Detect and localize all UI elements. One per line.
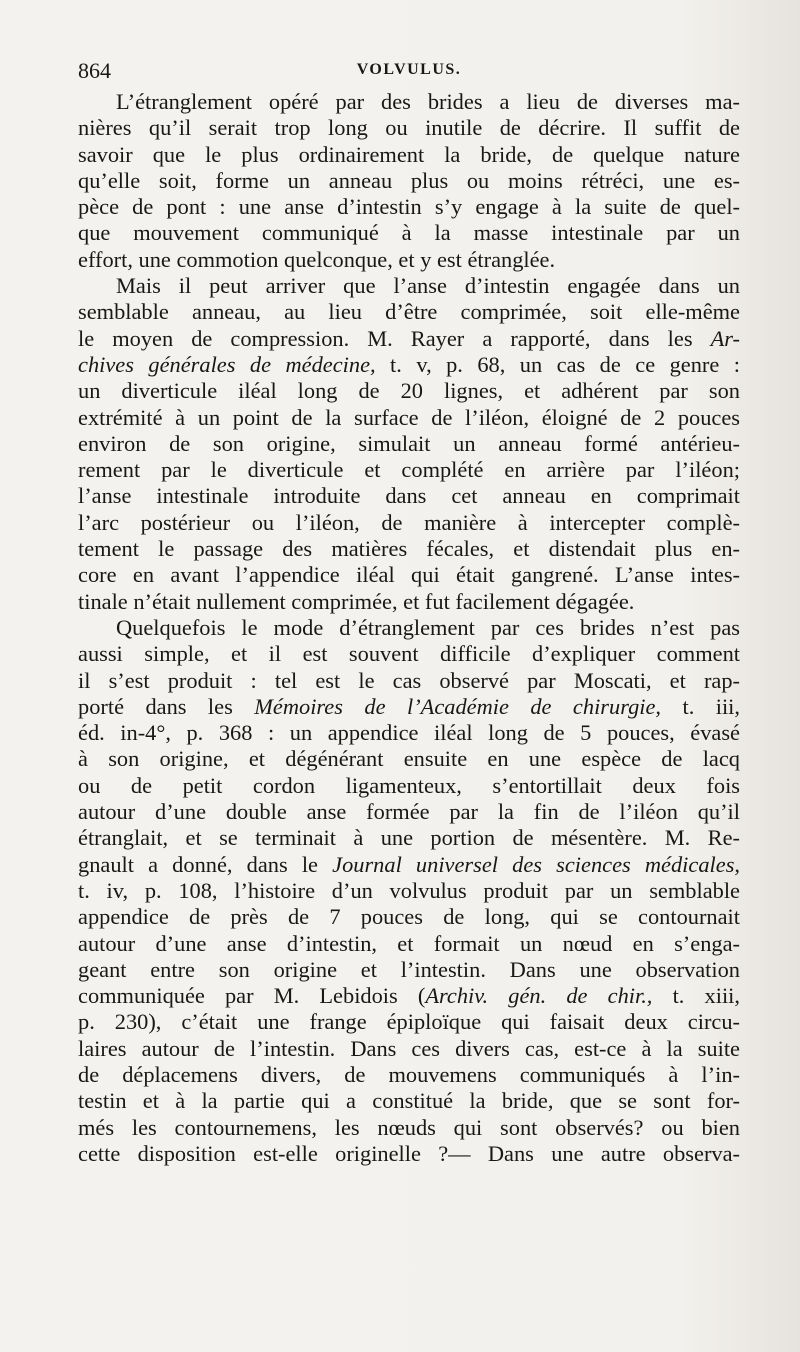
- text-line: laires autour de l’intestin. Dans ces divers cas, est-ce à la suite: [78, 1035, 740, 1061]
- text-line: més les contournemens, les nœuds qui sont observés? ou bien: [78, 1114, 740, 1140]
- text-line: autour d’une anse d’intestin, et formait un nœud en s’enga-: [78, 930, 740, 956]
- text-line: [78, 326, 740, 352]
- text-line: tement le passage des matières fécales, et distendait plus en-: [78, 536, 740, 562]
- text-line: rement par le diverticule et complété en arrière par l’iléon;: [78, 457, 740, 483]
- page-header: [78, 58, 740, 88]
- running-title: VOLVULUS.: [356, 61, 462, 78]
- text-line: semblable anneau, au lieu d’être comprimée, soit elle-même: [78, 299, 740, 325]
- text-line: extrémité à un point de la surface de l’iléon, éloigné de 2 pouces: [78, 404, 740, 430]
- text-line: p. 230), c’était une frange épiploïque qui faisait deux circu-: [78, 1009, 740, 1035]
- italic-citation: Archiv. gén. de chir.,: [425, 983, 653, 1009]
- italic-citation: Journal universel des sciences médicales,: [332, 851, 741, 877]
- text-line: [78, 694, 740, 720]
- text-line: L’étranglement opéré par des brides a lieu de diverses ma-: [116, 89, 740, 114]
- text-line: cette disposition est-elle originelle ?— Dans une autre observa-: [78, 1140, 740, 1166]
- text-run: le moyen de compression. M. Rayer a rapporté, dans les: [78, 325, 711, 351]
- text-line: ou de petit cordon ligamenteux, s’entortillait deux fois: [78, 772, 740, 798]
- text-run: t. v, p. 68, un cas de ce genre :: [375, 351, 740, 377]
- text-line: étranglait, et se terminait à une portion de mésentère. M. Re-: [78, 825, 740, 851]
- text-line: nières qu’il serait trop long ou inutile de décrire. Il suffit de: [78, 115, 740, 141]
- text-line: pèce de pont : une anse d’intestin s’y engage à la suite de quel-: [78, 194, 740, 220]
- text-line: éd. in-4°, p. 368 : un appendice iléal long de 5 pouces, évasé: [78, 720, 740, 746]
- page-number: 864: [78, 58, 111, 83]
- text-line: [78, 983, 740, 1009]
- text-line: appendice de près de 7 pouces de long, qui se contournait: [78, 904, 740, 930]
- text-line: tinale n’était nullement comprimée, et fut facilement dégagée.: [78, 588, 635, 614]
- text-line: [78, 852, 740, 878]
- text-line: savoir que le plus ordinairement la bride, de quelque nature: [78, 141, 740, 167]
- text-line: à son origine, et dégénérant ensuite en une espèce de lacq: [78, 746, 740, 772]
- italic-citation: Ar-: [710, 325, 740, 351]
- text-line: t. iv, p. 108, l’histoire d’un volvulus produit par un semblable: [78, 877, 740, 903]
- text-line: core en avant l’appendice iléal qui était gangrené. L’anse intes-: [78, 562, 740, 588]
- text-run: t. xiii,: [652, 983, 740, 1009]
- text-line: Mais il peut arriver que l’anse d’intestin engagée dans un: [116, 273, 740, 299]
- text-line: autour d’une double anse formée par la fin de l’iléon qu’il: [78, 799, 740, 825]
- italic-citation: Mémoires de l’Académie de chirurgie,: [254, 693, 662, 719]
- text-line: il s’est produit : tel est le cas observé par Moscati, et rap-: [78, 667, 740, 693]
- body-text: [78, 89, 740, 1167]
- text-line: environ de son origine, simulait un anneau formé antérieu-: [78, 430, 740, 456]
- text-line: effort, une commotion quelconque, et y est étranglée.: [78, 246, 556, 272]
- text-line: que mouvement communiqué à la masse intestinale par un: [78, 220, 740, 246]
- text-run: porté dans les: [78, 693, 255, 719]
- text-line: l’anse intestinale introduite dans cet anneau en comprimait: [78, 483, 740, 509]
- italic-citation: chives générales de médecine,: [78, 351, 376, 377]
- text-run: gnault a donné, dans le: [78, 851, 333, 877]
- text-line: [78, 352, 740, 378]
- text-line: l’arc postérieur ou l’iléon, de manière à intercepter complè-: [78, 509, 740, 535]
- text-line: qu’elle soit, forme un anneau plus ou moins rétréci, une es-: [78, 167, 740, 193]
- text-line: aussi simple, et il est souvent difficile d’expliquer comment: [78, 641, 740, 667]
- text-run: communiquée par M. Lebidois (: [78, 983, 426, 1009]
- text-line: Quelquefois le mode d’étranglement par ces brides n’est pas: [116, 614, 740, 640]
- text-line: un diverticule iléal long de 20 lignes, et adhérent par son: [78, 378, 740, 404]
- text-run: t. iii,: [661, 693, 741, 719]
- text-line: testin et à la partie qui a constitué la bride, que se sont for-: [78, 1088, 740, 1114]
- text-line: de déplacemens divers, de mouvemens communiqués à l’in-: [78, 1061, 740, 1087]
- text-line: geant entre son origine et l’intestin. Dans une observation: [78, 956, 740, 982]
